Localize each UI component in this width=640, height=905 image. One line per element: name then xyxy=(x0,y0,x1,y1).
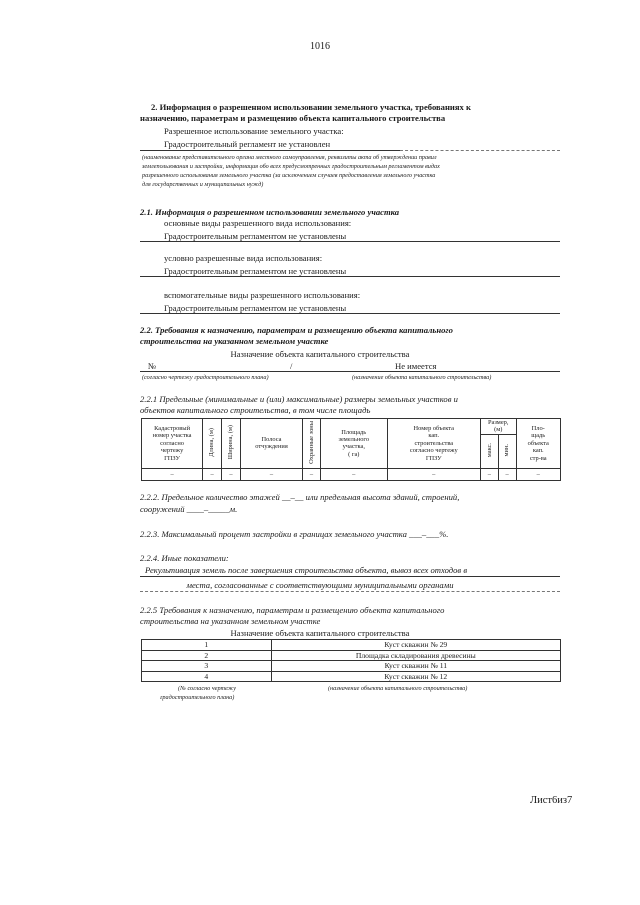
other-indicators-line1: Рекультивация земель после завершения строительства объекта, вывоз всех отходов в xyxy=(145,565,468,575)
auxiliary-uses-value: Градостроительным регламентом не установлены xyxy=(164,303,347,313)
auxiliary-uses-label: вспомогательные виды разрешенного использования: xyxy=(164,290,361,300)
table-cell: – xyxy=(203,468,222,480)
object-name: Куст скважин № 11 xyxy=(271,661,560,672)
section-2-2-title-line1: 2.2. Требования к назначению, параметрам и размещению объекта капитального xyxy=(140,325,453,335)
table-cell: – xyxy=(303,468,321,480)
section-2-2-5-title-line1: 2.2.5 Требования к назначению, параметрам и размещению объекта капитального xyxy=(140,605,445,615)
purpose-caption-left: (согласно чертежу градостроительного плана) xyxy=(142,374,269,381)
section-2-2-1-title-line2: объектов капитального строительства, в том числе площадь xyxy=(140,405,371,415)
objects-caption-left-line1: (№ согласно чертежу xyxy=(178,685,237,692)
permitted-use-dotted xyxy=(400,150,560,151)
main-uses-label: основные виды разрешенного вида использования: xyxy=(164,218,352,228)
conditional-uses-underline xyxy=(140,276,560,277)
section-2-note-line3: разрешенного использования земельного участка (за исключением случаев предоставления земельного участка xyxy=(142,172,436,179)
header-land-area: Площадь земельного участка, ( га) xyxy=(320,419,387,469)
page-number: 1016 xyxy=(310,41,330,52)
section-2-title-line1: 2. Информация о разрешенном использовании земельного участка, требованиях к xyxy=(151,102,471,112)
number-label: № xyxy=(148,361,157,371)
slash-separator: / xyxy=(290,361,293,371)
header-protected-zones: Охранные зоны xyxy=(303,419,321,469)
object-name: Площадка складирования древесины xyxy=(271,650,560,661)
parameters-table xyxy=(141,418,561,481)
table-row xyxy=(142,640,561,651)
table-cell: – xyxy=(320,468,387,480)
header-object-area: Пло- щадь объекта кап. стр-ва xyxy=(516,419,561,469)
objects-purpose-header: Назначение объекта капитального строительства xyxy=(230,628,410,638)
table-cell: – xyxy=(240,468,302,480)
header-cadastral: Кадастровый номер участка согласно чертежу ГПЗУ xyxy=(142,419,203,469)
table-row xyxy=(142,661,561,672)
table-row xyxy=(142,671,561,682)
header-length: Длина, (м) xyxy=(203,419,222,469)
header-size-max: макс. xyxy=(480,434,498,468)
table-cell: – xyxy=(498,468,516,480)
other-indicators-line2: места, согласованные с соответствующими муниципальными органами xyxy=(186,580,454,590)
purpose-underline xyxy=(140,371,560,372)
table-cell: – xyxy=(387,468,480,480)
section-2-2-title-line2: строительства на указанном земельном участке xyxy=(140,336,329,346)
section-2-note-line4: для государственных и муниципальных нужд) xyxy=(142,181,264,188)
auxiliary-uses-underline xyxy=(140,313,560,314)
header-size-min: мин. xyxy=(498,434,516,468)
section-2-2-2-line2: сооружений ____–_____м. xyxy=(140,504,238,514)
section-2-2-5-title-line2: строительства на указанном земельном участке xyxy=(140,616,321,626)
sheet-footer: Лист6из7 xyxy=(530,795,573,806)
purpose-header: Назначение объекта капитального строительства xyxy=(230,349,410,359)
table-cell: – xyxy=(222,468,241,480)
section-2-2-2-line1: 2.2.2. Предельное количество этажей __–__ или предельная высота зданий, строений, xyxy=(140,492,460,502)
header-width: Ширина, (м) xyxy=(222,419,241,469)
section-2-2-3-text: 2.2.3. Максимальный процент застройки в границах земельного участка ___–___%. xyxy=(140,529,449,539)
other-indicators-underline2 xyxy=(140,591,560,592)
object-number: 3 xyxy=(142,661,272,672)
table-cell: – xyxy=(142,468,203,480)
conditional-uses-value: Градостроительным регламентом не установлены xyxy=(164,266,347,276)
object-number: 1 xyxy=(142,640,272,651)
conditional-uses-label: условно разрешенные вида использования: xyxy=(164,253,323,263)
section-2-2-4-title: 2.2.4. Иные показатели: xyxy=(140,553,229,563)
section-2-note-line2: землепользования и застройки, информация обо всех предусмотренных градостроительным регламентом видах xyxy=(142,163,440,170)
permitted-use-underline xyxy=(140,150,400,151)
header-object-number: Номер объекта кап. строительства согласно чертежу ГПЗУ xyxy=(387,419,480,469)
objects-table xyxy=(141,639,561,682)
header-size: Размер, (м) xyxy=(480,419,516,435)
section-2-title-line2: назначению, параметрам и размещению объекта капитального строительства xyxy=(140,113,446,123)
object-number: 4 xyxy=(142,671,272,682)
main-uses-underline xyxy=(140,241,560,242)
objects-caption-right: (назначение объекта капитального строительства) xyxy=(328,685,468,692)
header-alienation-strip: Полоса отчуждения xyxy=(240,419,302,469)
purpose-caption-right: (назначение объекта капитального строительства) xyxy=(352,374,492,381)
section-2-note-line1: (наименование представительного органа местного самоуправления, реквизиты акта об утверждении правил xyxy=(142,154,437,161)
purpose-value: Не имеется xyxy=(395,361,437,371)
table-cell: – xyxy=(480,468,498,480)
table-row xyxy=(142,650,561,661)
objects-caption-left-line2: градостроительного плана) xyxy=(160,694,235,701)
section-2-1-title: 2.1. Информация о разрешенном использовании земельного участка xyxy=(140,207,400,217)
permitted-use-label: Разрешенное использование земельного участка: xyxy=(164,126,344,136)
object-name: Куст скважин № 12 xyxy=(271,671,560,682)
object-name: Куст скважин № 29 xyxy=(271,640,560,651)
object-number: 2 xyxy=(142,650,272,661)
table-cell: – xyxy=(516,468,561,480)
permitted-use-value: Градостроительный регламент не установлен xyxy=(164,139,331,149)
other-indicators-underline1 xyxy=(140,576,560,577)
section-2-2-1-title-line1: 2.2.1 Предельные (минимальные и (или) максимальные) размеры земельных участков и xyxy=(140,394,458,404)
main-uses-value: Градостроительным регламентом не установлены xyxy=(164,231,347,241)
